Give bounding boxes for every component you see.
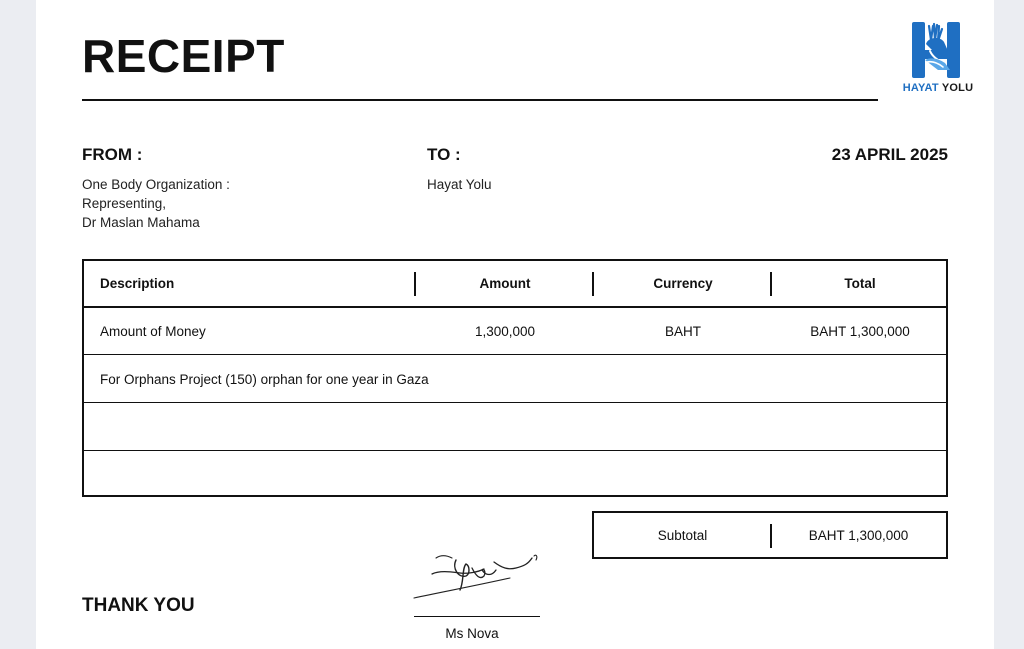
subtotal-label: Subtotal bbox=[657, 527, 708, 543]
logo-word-yolu: YOLU bbox=[941, 82, 974, 94]
title-divider bbox=[82, 99, 878, 101]
header-currency: Currency bbox=[653, 276, 713, 291]
to-address bbox=[427, 175, 492, 194]
table-row-empty bbox=[84, 452, 946, 499]
subtotal-box bbox=[592, 511, 948, 559]
table-header-row bbox=[84, 261, 946, 308]
to-line: Hayat Yolu bbox=[427, 177, 492, 192]
from-label: FROM : bbox=[82, 145, 143, 164]
header-description: Description bbox=[100, 276, 175, 291]
hands-letter-h-icon bbox=[912, 20, 960, 80]
subtotal-value: BAHT 1,300,000 bbox=[808, 527, 909, 543]
row-description: Amount of Money bbox=[100, 323, 206, 339]
signature-image bbox=[412, 546, 544, 606]
from-line: Dr Maslan Mahama bbox=[82, 215, 200, 230]
thank-you-text: THANK YOU bbox=[82, 595, 195, 616]
receipt-page bbox=[36, 0, 994, 649]
signature-line bbox=[414, 616, 540, 617]
receipt-title: RECEIPT bbox=[82, 30, 285, 82]
signer-name: Ms Nova bbox=[445, 626, 499, 641]
header-total: Total bbox=[844, 276, 876, 291]
receipt-date: 23 APRIL 2025 bbox=[831, 145, 948, 164]
row-currency: BAHT bbox=[664, 323, 701, 339]
table-row bbox=[84, 308, 946, 355]
table-row bbox=[84, 356, 946, 403]
row-note: For Orphans Project (150) orphan for one year in Gaza bbox=[100, 371, 429, 387]
row-total: BAHT 1,300,000 bbox=[810, 323, 910, 339]
from-line: Representing, bbox=[82, 196, 167, 211]
header-amount: Amount bbox=[479, 276, 531, 291]
to-label: TO : bbox=[427, 145, 461, 164]
table-row-empty bbox=[84, 404, 946, 451]
hayat-yolu-logo bbox=[894, 20, 982, 100]
logo-word-hayat: HAYAT bbox=[902, 82, 939, 94]
logo-wordmark bbox=[894, 82, 982, 94]
from-address bbox=[82, 175, 230, 232]
row-amount: 1,300,000 bbox=[474, 323, 536, 339]
from-line: One Body Organization : bbox=[82, 177, 230, 192]
items-table bbox=[82, 259, 948, 497]
